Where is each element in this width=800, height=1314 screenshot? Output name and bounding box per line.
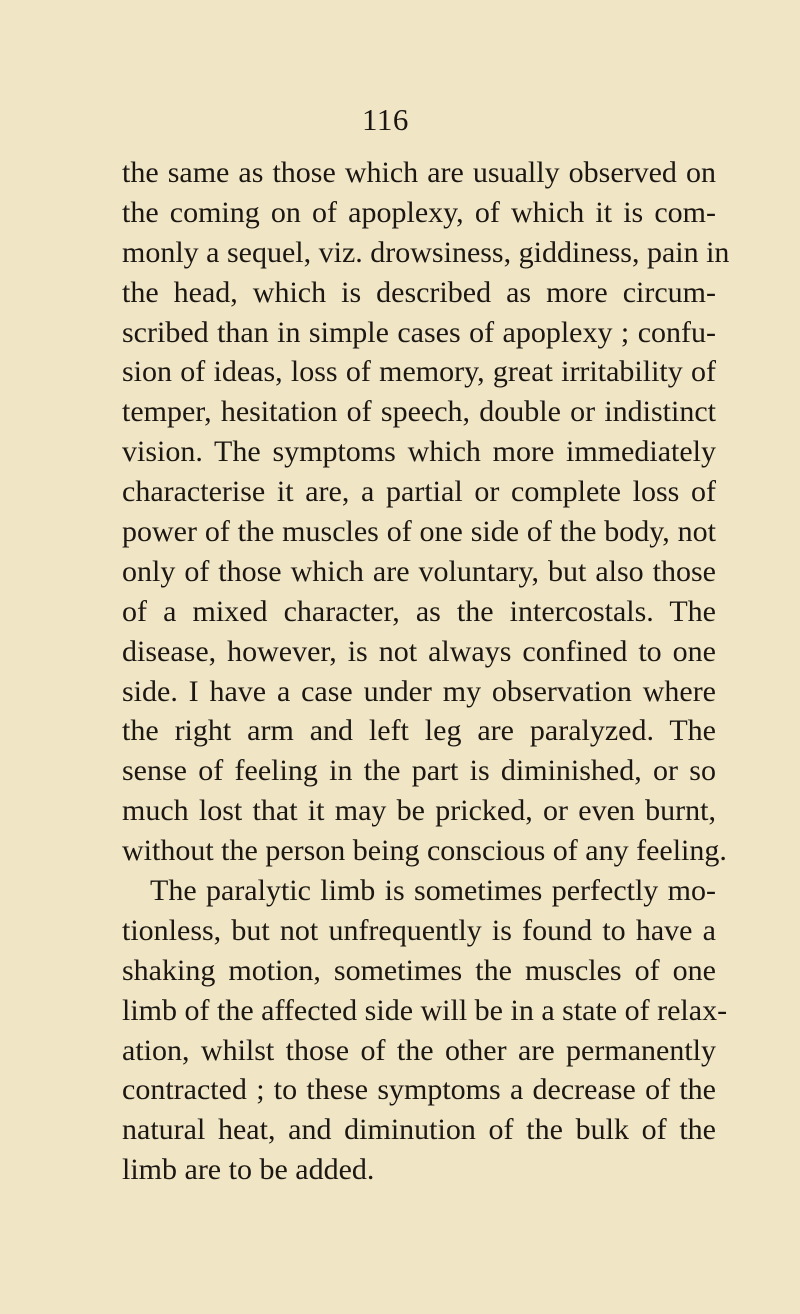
text-line: power of the muscles of one side of the body, not xyxy=(122,515,716,549)
text-line: sense of feeling in the part is diminished, or so xyxy=(122,754,716,788)
text-line: scribed than in simple cases of apoplexy ; confu- xyxy=(122,315,716,349)
text-line: of a mixed character, as the intercostals. The xyxy=(122,594,716,628)
text-line: monly a sequel, viz. drowsiness, giddiness, pain in xyxy=(122,235,730,269)
text-line: ation, whilst those of the other are permanently xyxy=(122,1033,716,1067)
text-line: temper, hesitation of speech, double or indistinct xyxy=(122,395,716,429)
text-line: sion of ideas, loss of memory, great irritability of xyxy=(122,355,716,389)
text-line: the head, which is described as more circum- xyxy=(122,275,716,309)
text-line: the coming on of apoplexy, of which it is com- xyxy=(122,195,716,229)
text-line: limb are to be added. xyxy=(122,1153,375,1187)
text-line: tionless, but not unfrequently is found to have a xyxy=(122,913,716,947)
text-line: disease, however, is not always confined to one xyxy=(122,634,716,668)
text-line: characterise it are, a partial or complete loss of xyxy=(122,475,716,509)
text-line: limb of the affected side will be in a state of relax- xyxy=(122,993,728,1027)
body-text xyxy=(122,153,730,1190)
text-line: the right arm and left leg are paralyzed. The xyxy=(122,714,716,748)
text-line: the same as those which are usually observed on xyxy=(122,156,716,189)
text-line: shaking motion, sometimes the muscles of one xyxy=(122,953,716,987)
text-line: The paralytic limb is sometimes perfectly mo- xyxy=(150,874,716,908)
text-line: side. I have a case under my observation where xyxy=(122,674,716,708)
text-line: without the person being conscious of any feeling. xyxy=(122,834,727,868)
text-line: much lost that it may be pricked, or even burnt, xyxy=(122,794,716,828)
page-number: 116 xyxy=(362,102,409,137)
text-line: natural heat, and diminution of the bulk of the xyxy=(122,1113,716,1147)
text-line: contracted ; to these symptoms a decrease of the xyxy=(122,1073,716,1107)
text-line: only of those which are voluntary, but also those xyxy=(122,554,716,588)
text-line: vision. The symptoms which more immediately xyxy=(122,435,716,469)
